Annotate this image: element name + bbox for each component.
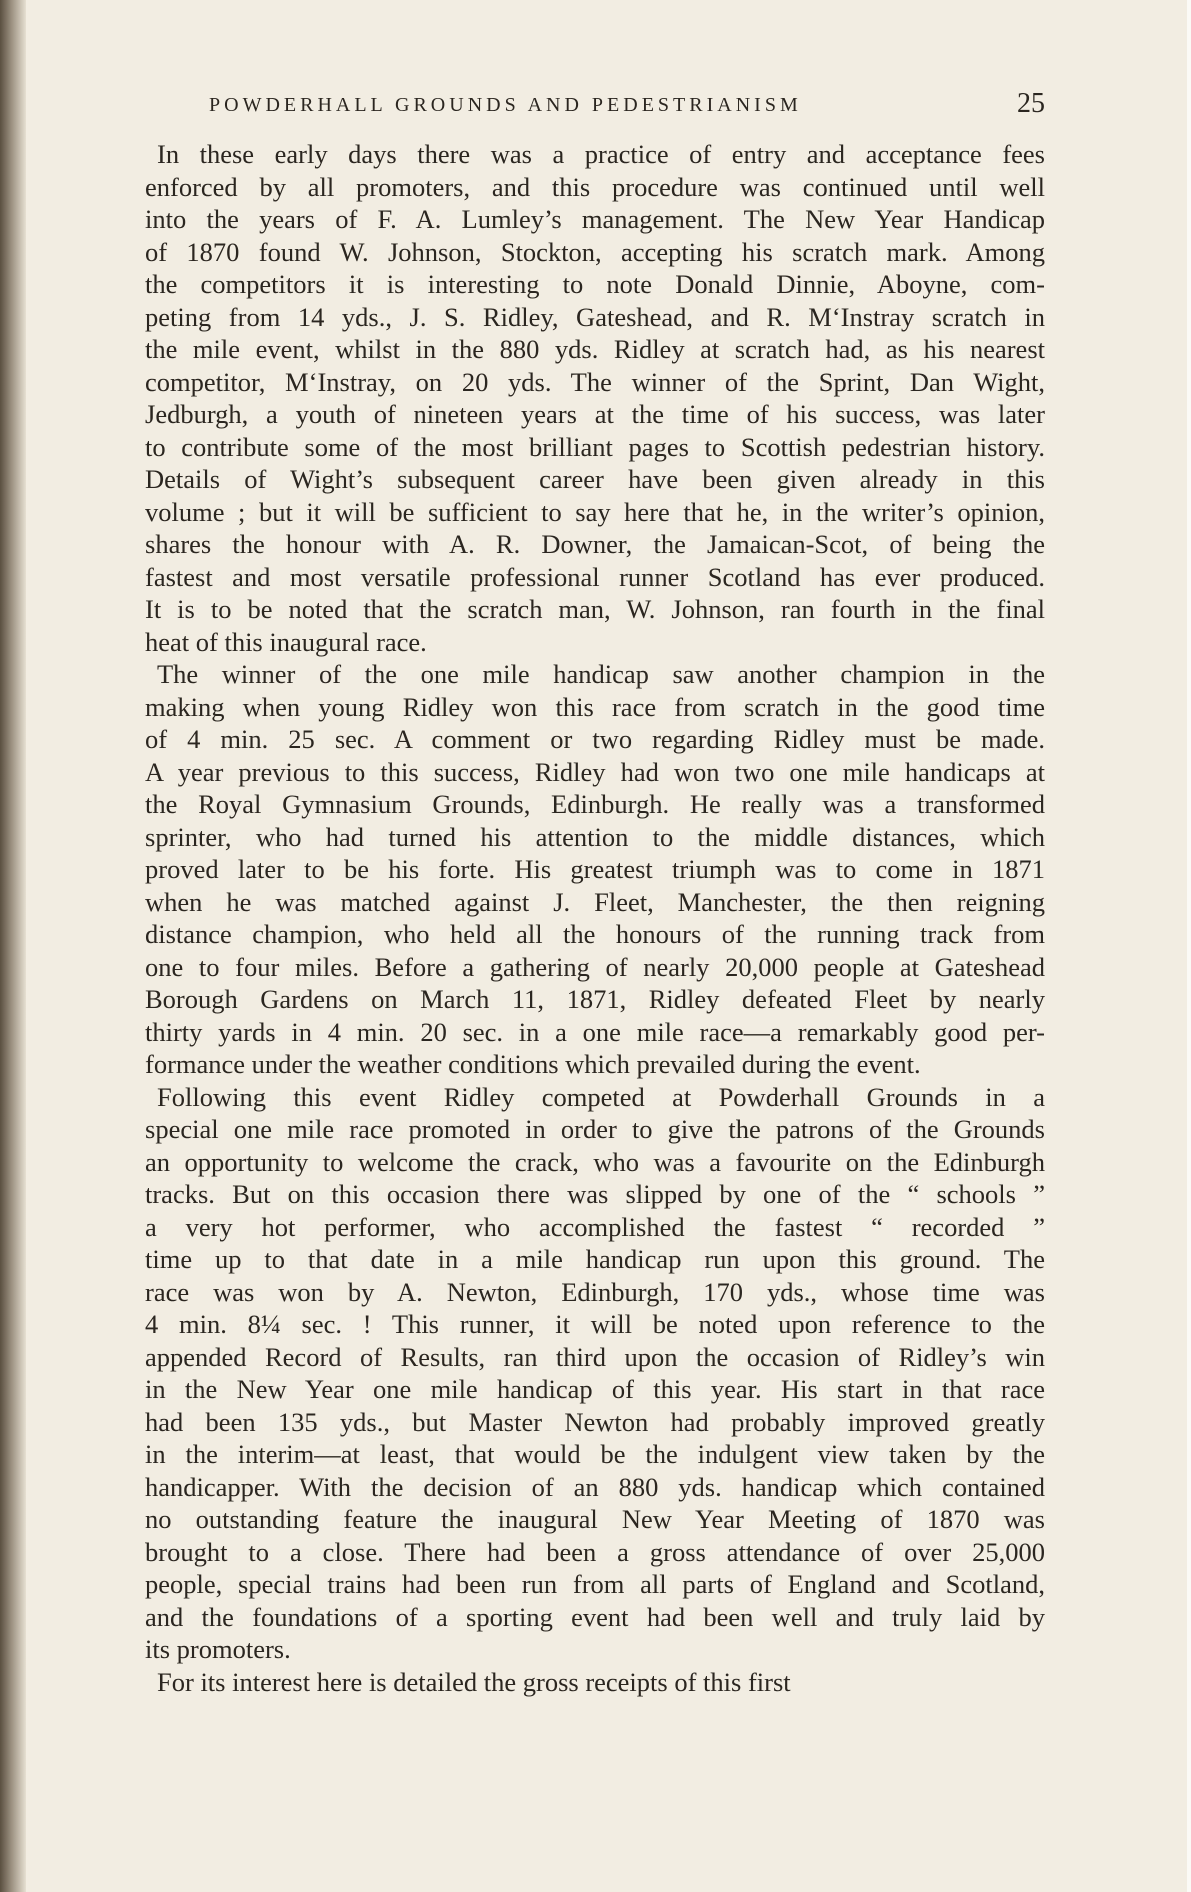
text-line: It is to be noted that the scratch man, W. Johnson, ran fourth in the final <box>145 594 1045 624</box>
paragraph <box>145 1666 1045 1699</box>
text-line: heat of this inaugural race. <box>145 626 427 657</box>
text-line: into the years of F. A. Lumley’s management. The New Year Handicap <box>145 204 1045 234</box>
text-line: time up to that date in a mile handicap run upon this ground. The <box>145 1244 1045 1274</box>
book-spine-shadow <box>0 0 26 1892</box>
text-line: in the interim—at least, that would be the indulgent view taken by the <box>145 1439 1045 1469</box>
text-line: A year previous to this success, Ridley had won two one mile handicaps at <box>145 756 1045 787</box>
text-line: making when young Ridley won this race from scratch in the good time <box>145 691 1045 722</box>
text-line: volume ; but it will be sufficient to say here that he, in the writer’s opinion, <box>145 496 1045 527</box>
text-line: sprinter, who had turned his attention to the middle distances, which <box>145 821 1045 852</box>
text-line: peting from 14 yds., J. S. Ridley, Gateshead, and R. M‘Instray scratch in <box>145 301 1045 332</box>
text-line: race was won by A. Newton, Edinburgh, 170 yds., whose time was <box>145 1276 1045 1307</box>
text-line: its promoters. <box>145 1634 291 1664</box>
text-line: the competitors it is interesting to note Donald Dinnie, Aboyne, com- <box>145 269 1045 299</box>
text-line: the mile event, whilst in the 880 yds. Ridley at scratch had, as his nearest <box>145 334 1045 364</box>
text-line: and the foundations of a sporting event had been well and truly laid by <box>145 1601 1045 1632</box>
text-line: to contribute some of the most brilliant pages to Scottish pedestrian history. <box>145 431 1045 462</box>
text-line: In these early days there was a practice of entry and acceptance fees <box>157 139 1045 169</box>
text-line: people, special trains had been run from all parts of England and Scotland, <box>145 1569 1045 1599</box>
text-line: fastest and most versatile professional runner Scotland has ever produced. <box>145 561 1045 592</box>
page-number: 25 <box>1017 88 1045 119</box>
running-head-title: POWDERHALL GROUNDS AND PEDESTRIANISM <box>209 94 802 116</box>
text-line: competitor, M‘Instray, on 20 yds. The winner of the Sprint, Dan Wight, <box>145 366 1045 397</box>
text-line: an opportunity to welcome the crack, who was a favourite on the Edinburgh <box>145 1146 1045 1177</box>
text-line: no outstanding feature the inaugural New Year Meeting of 1870 was <box>145 1504 1045 1534</box>
text-line: distance champion, who held all the honours of the running track from <box>145 919 1045 949</box>
text-line: the Royal Gymnasium Grounds, Edinburgh. He really was a transformed <box>145 789 1045 819</box>
text-line: one to four miles. Before a gathering of nearly 20,000 people at Gateshead <box>145 951 1045 982</box>
text-line: shares the honour with A. R. Downer, the Jamaican-Scot, of being the <box>145 529 1045 559</box>
paragraph <box>145 1081 1045 1666</box>
text-line: had been 135 yds., but Master Newton had probably improved greatly <box>145 1406 1045 1437</box>
page-content <box>145 88 1045 1698</box>
text-line: Jedburgh, a youth of nineteen years at the time of his success, was later <box>145 399 1045 429</box>
text-line: in the New Year one mile handicap of this year. His start in that race <box>145 1374 1045 1404</box>
text-line: special one mile race promoted in order to give the patrons of the Grounds <box>145 1114 1045 1144</box>
text-line: a very hot performer, who accomplished the fastest “ recorded ” <box>145 1211 1045 1242</box>
text-line: The winner of the one mile handicap saw another champion in the <box>157 659 1045 689</box>
text-line: of 1870 found W. Johnson, Stockton, accepting his scratch mark. Among <box>145 236 1045 267</box>
text-line: tracks. But on this occasion there was slipped by one of the “ schools ” <box>145 1179 1045 1209</box>
text-line: brought to a close. There had been a gross attendance of over 25,000 <box>145 1536 1045 1567</box>
text-line: Borough Gardens on March 11, 1871, Ridley defeated Fleet by nearly <box>145 984 1045 1014</box>
text-line: handicapper. With the decision of an 880 yds. handicap which contained <box>145 1471 1045 1502</box>
page-edge <box>1187 0 1191 1892</box>
text-line: 4 min. 8¼ sec. ! This runner, it will be noted upon reference to the <box>145 1309 1045 1339</box>
text-line: when he was matched against J. Fleet, Manchester, the then reigning <box>145 886 1045 917</box>
text-line: formance under the weather conditions which prevailed during the event. <box>145 1049 921 1079</box>
text-line: appended Record of Results, ran third upon the occasion of Ridley’s win <box>145 1341 1045 1372</box>
text-line: Following this event Ridley competed at Powderhall Grounds in a <box>157 1081 1045 1112</box>
text-line: proved later to be his forte. His greatest triumph was to come in 1871 <box>145 854 1045 884</box>
paragraph <box>145 658 1045 1081</box>
text-line: For its interest here is detailed the gross receipts of this first <box>157 1666 791 1697</box>
text-line: of 4 min. 25 sec. A comment or two regarding Ridley must be made. <box>145 724 1045 754</box>
text-line: Details of Wight’s subsequent career have been given already in this <box>145 464 1045 494</box>
text-line: enforced by all promoters, and this procedure was continued until well <box>145 171 1045 202</box>
body-text <box>145 138 1045 1698</box>
text-line: thirty yards in 4 min. 20 sec. in a one mile race—a remarkably good per- <box>145 1016 1045 1047</box>
paragraph <box>145 138 1045 658</box>
running-head <box>145 88 1045 128</box>
